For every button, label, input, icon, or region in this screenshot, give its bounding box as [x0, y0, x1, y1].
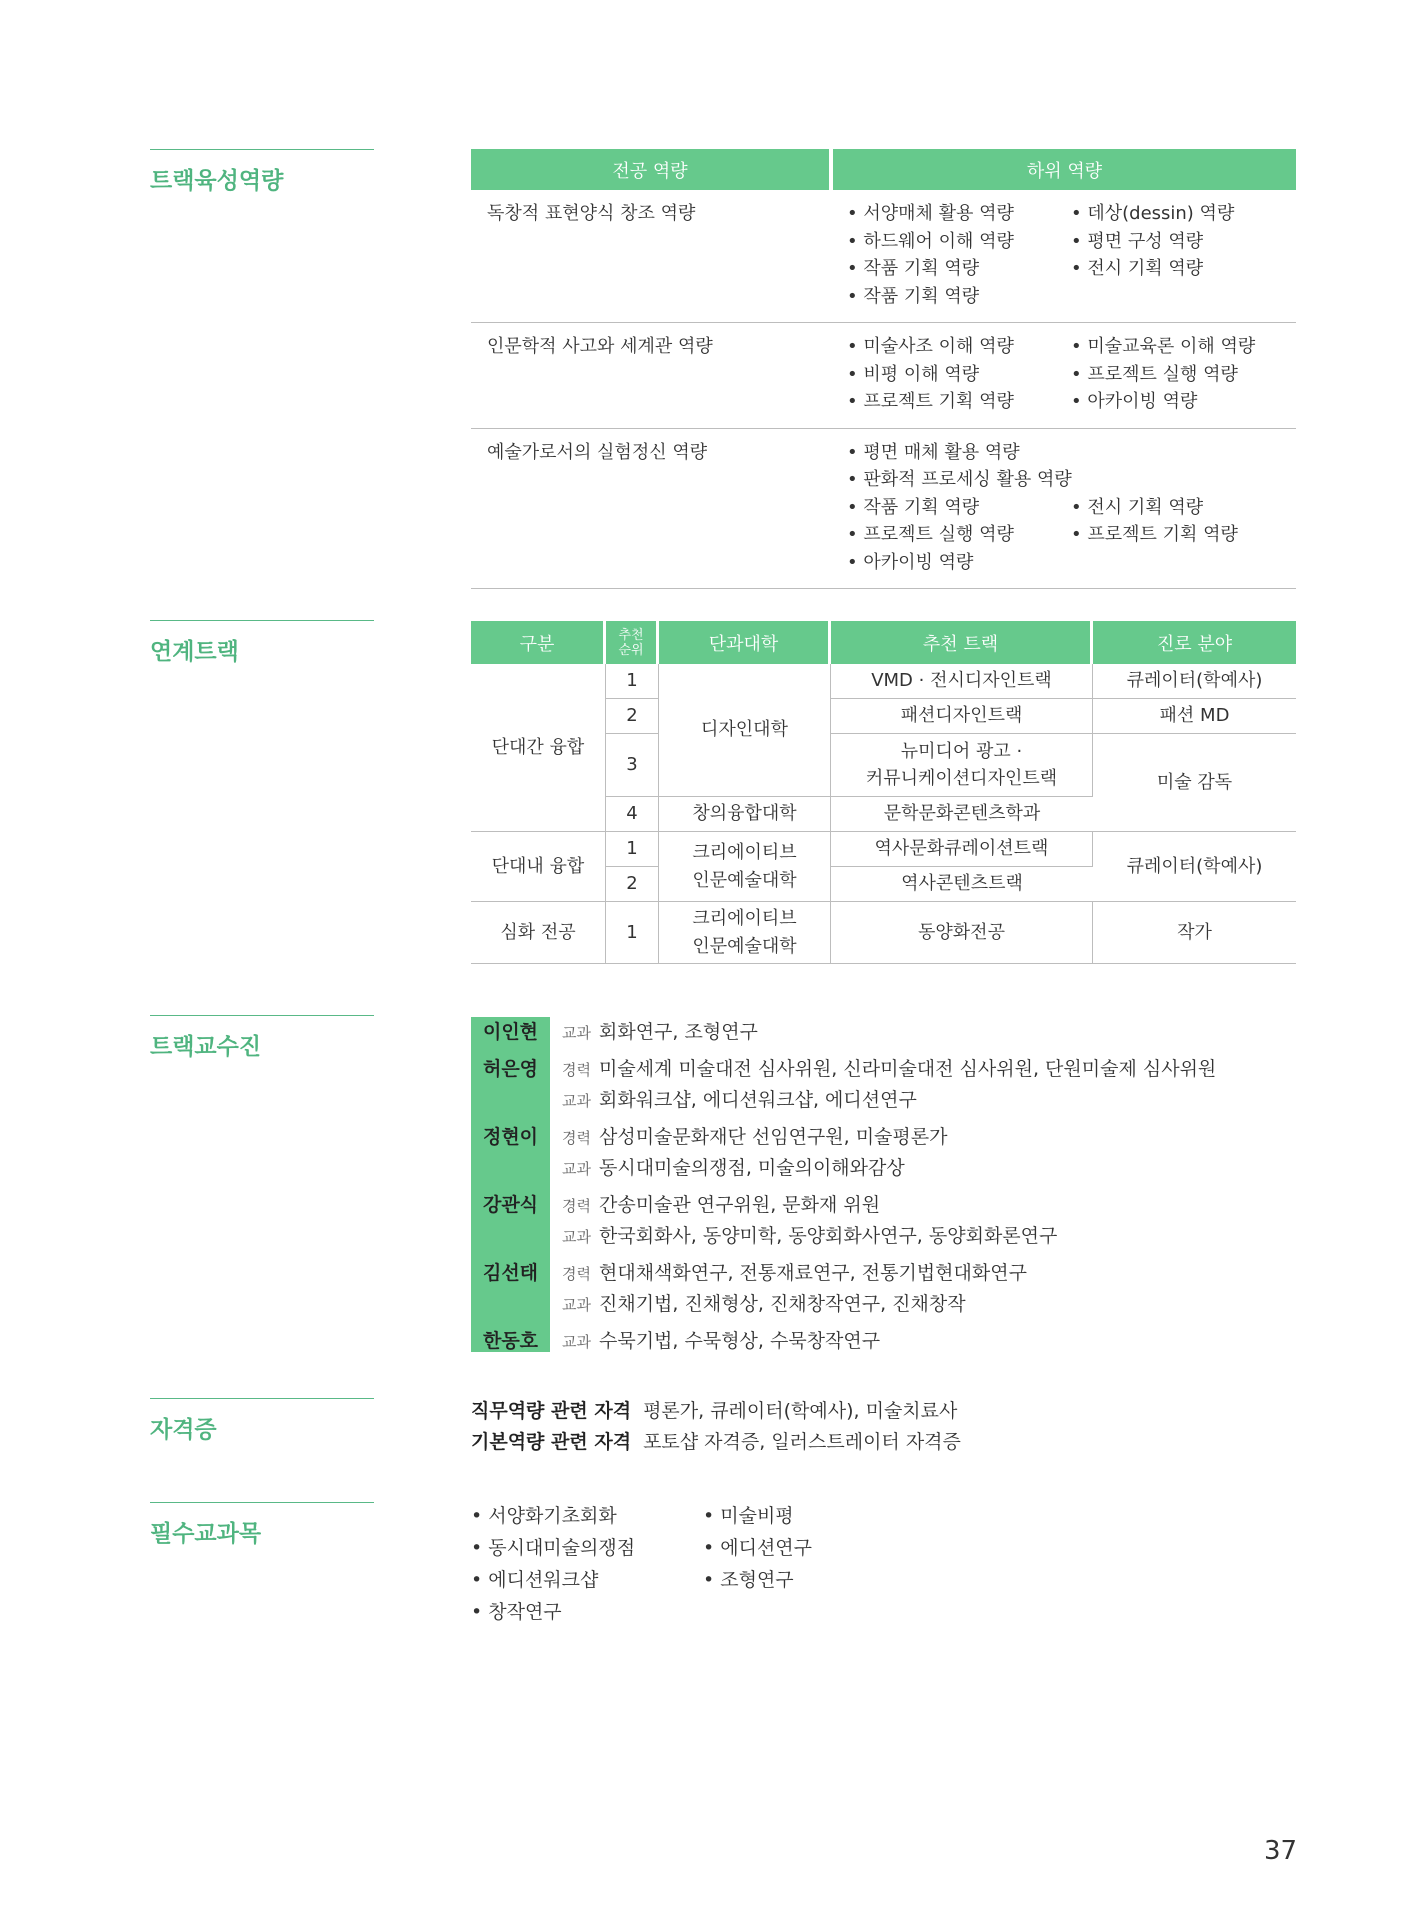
- competency-table: [471, 149, 1296, 589]
- list-item: • 평면 매체 활용 역량: [847, 439, 1282, 467]
- track-cell: 문학문화콘텐츠학과: [831, 797, 1093, 832]
- faculty-member: [471, 1258, 1271, 1320]
- track-cell: 동양화전공: [831, 902, 1093, 964]
- header-career: 진로 분야: [1093, 621, 1296, 664]
- section-title-required-courses: 필수교과목: [150, 1502, 374, 1548]
- rank-cell: 2: [606, 867, 659, 902]
- faculty-member: [471, 1054, 1271, 1116]
- list-item: • 작품 기획 역량: [847, 283, 1071, 311]
- career-tag: 경력: [562, 1197, 591, 1215]
- faculty-courses: 진채기법, 진채형상, 진채창작연구, 진채창작: [598, 1293, 966, 1315]
- table-row: [471, 323, 1296, 429]
- list-item: • 에디션연구: [703, 1532, 935, 1564]
- major-competency: 독창적 표현양식 창조 역량: [471, 190, 833, 323]
- faculty-list: [471, 1017, 1271, 1357]
- sub-competency-list: [833, 323, 1296, 429]
- required-course-list: [471, 1500, 935, 1628]
- faculty-career: 삼성미술문화재단 선임연구원, 미술평론가: [598, 1126, 948, 1148]
- job-certificate-row: [471, 1396, 961, 1427]
- list-item: • 하드웨어 이해 역량: [847, 228, 1071, 256]
- section-title-certificate: 자격증: [150, 1398, 374, 1444]
- list-item: • 프로젝트 실행 역량: [1071, 361, 1282, 389]
- career-cell: 큐레이터(학예사): [1093, 664, 1296, 699]
- faculty-member: [471, 1190, 1271, 1252]
- rank-cell: 1: [606, 664, 659, 699]
- career-tag: 경력: [562, 1061, 591, 1079]
- college-cell: 창의융합대학: [659, 797, 831, 832]
- header-major-competency: 전공 역량: [471, 149, 833, 190]
- college-cell: 디자인대학: [659, 664, 831, 797]
- faculty-courses: 동시대미술의쟁점, 미술의이해와감상: [598, 1157, 905, 1179]
- table-row: [471, 902, 1296, 964]
- sub-competency-list: [833, 190, 1296, 323]
- career-tag: 경력: [562, 1265, 591, 1283]
- list-item: • 평면 구성 역량: [1071, 228, 1282, 256]
- basic-certificate-row: [471, 1427, 961, 1458]
- list-item: • 판화적 프로세싱 활용 역량: [847, 466, 1282, 494]
- section-title-competency: 트랙육성역량: [150, 149, 374, 195]
- track-cell: 역사문화큐레이션트랙: [831, 832, 1093, 867]
- linked-track-table: [471, 621, 1296, 964]
- faculty-name: 이인현: [482, 1021, 539, 1043]
- category-cell: 단대간 융합: [471, 664, 606, 832]
- faculty-career: 현대채색화연구, 전통재료연구, 전통기법현대화연구: [598, 1262, 1027, 1284]
- list-item: • 프로젝트 기획 역량: [1071, 521, 1282, 549]
- list-item: • 창작연구: [471, 1596, 703, 1628]
- faculty-name: 허은영: [482, 1058, 539, 1080]
- category-cell: 단대내 융합: [471, 832, 606, 902]
- course-tag: 교과: [562, 1296, 591, 1314]
- faculty-name: 한동호: [482, 1330, 539, 1352]
- list-item: • 아카이빙 역량: [847, 549, 1071, 577]
- faculty-name: 김선태: [482, 1262, 539, 1284]
- header-track: 추천 트랙: [831, 621, 1093, 664]
- sub-competency-list: [833, 429, 1296, 590]
- list-item: • 비평 이해 역량: [847, 361, 1071, 389]
- list-item: • 프로젝트 실행 역량: [847, 521, 1071, 549]
- rank-cell: 1: [606, 902, 659, 964]
- list-item: • 전시 기획 역량: [1071, 255, 1282, 283]
- faculty-name: 정현이: [482, 1126, 539, 1148]
- list-item: • 미술교육론 이해 역량: [1071, 333, 1282, 361]
- faculty-career: 미술세계 미술대전 심사위원, 신라미술대전 심사위원, 단원미술제 심사위원: [598, 1058, 1217, 1080]
- course-tag: 교과: [562, 1160, 591, 1178]
- career-cell: 패션 MD: [1093, 699, 1296, 734]
- rank-cell: 4: [606, 797, 659, 832]
- faculty-courses: 회화워크샵, 에디션워크샵, 에디션연구: [598, 1089, 917, 1111]
- list-item: • 전시 기획 역량: [1071, 494, 1282, 522]
- course-tag: 교과: [562, 1333, 591, 1351]
- list-item: • 동시대미술의쟁점: [471, 1532, 703, 1564]
- course-tag: 교과: [562, 1092, 591, 1110]
- job-certificate-value: 평론가, 큐레이터(학예사), 미술치료사: [643, 1400, 958, 1422]
- list-item: • 작품 기획 역량: [847, 494, 1071, 522]
- list-item: • 작품 기획 역량: [847, 255, 1071, 283]
- category-cell: 심화 전공: [471, 902, 606, 964]
- career-cell: 큐레이터(학예사): [1093, 832, 1296, 902]
- career-tag: 경력: [562, 1129, 591, 1147]
- list-item: • 미술사조 이해 역량: [847, 333, 1071, 361]
- track-cell: VMD · 전시디자인트랙: [831, 664, 1093, 699]
- faculty-career: 간송미술관 연구위원, 문화재 위원: [598, 1194, 881, 1216]
- career-cell: 미술 감독: [1093, 734, 1296, 832]
- header-college: 단과대학: [659, 621, 831, 664]
- faculty-courses: 한국회화사, 동양미학, 동양회화사연구, 동양회화론연구: [598, 1225, 1058, 1247]
- list-item: • 서양매체 활용 역량: [847, 200, 1071, 228]
- basic-certificate-value: 포토샵 자격증, 일러스트레이터 자격증: [643, 1431, 961, 1453]
- career-cell: 작가: [1093, 902, 1296, 964]
- header-rank: 추천 순위: [606, 621, 659, 664]
- header-sub-competency: 하위 역량: [833, 149, 1296, 190]
- list-item: • 에디션워크샵: [471, 1564, 703, 1596]
- table-row: [471, 664, 1296, 699]
- table-row: [471, 190, 1296, 323]
- list-item: • 조형연구: [703, 1564, 935, 1596]
- track-cell: 뉴미디어 광고 · 커뮤니케이션디자인트랙: [831, 734, 1093, 797]
- faculty-courses: 회화연구, 조형연구: [598, 1021, 758, 1043]
- section-title-faculty: 트랙교수진: [150, 1015, 374, 1061]
- faculty-courses: 수묵기법, 수묵형상, 수묵창작연구: [598, 1330, 881, 1352]
- course-tag: 교과: [562, 1228, 591, 1246]
- rank-cell: 1: [606, 832, 659, 867]
- major-competency: 인문학적 사고와 세계관 역량: [471, 323, 833, 429]
- college-cell: 크리에이티브 인문예술대학: [659, 902, 831, 964]
- track-cell: 패션디자인트랙: [831, 699, 1093, 734]
- major-competency: 예술가로서의 실험정신 역량: [471, 429, 833, 590]
- job-certificate-label: 직무역량 관련 자격: [471, 1400, 632, 1422]
- section-title-linked-track: 연계트랙: [150, 620, 374, 666]
- rank-cell: 3: [606, 734, 659, 797]
- table-row: [471, 429, 1296, 590]
- faculty-name: 강관식: [482, 1194, 539, 1216]
- list-item: • 서양화기초회화: [471, 1500, 703, 1532]
- certificate-list: [471, 1396, 961, 1458]
- college-cell: 크리에이티브 인문예술대학: [659, 832, 831, 902]
- course-tag: 교과: [562, 1024, 591, 1042]
- track-cell: 역사콘텐츠트랙: [831, 867, 1093, 902]
- list-item: • 아카이빙 역량: [1071, 388, 1282, 416]
- rank-cell: 2: [606, 699, 659, 734]
- header-category: 구분: [471, 621, 606, 664]
- table-row: [471, 832, 1296, 867]
- basic-certificate-label: 기본역량 관련 자격: [471, 1431, 632, 1453]
- page-number: 37: [1264, 1836, 1298, 1866]
- list-item: • 프로젝트 기획 역량: [847, 388, 1071, 416]
- faculty-member: [471, 1326, 1271, 1357]
- list-item: • 데상(dessin) 역량: [1071, 200, 1282, 228]
- list-item: • 미술비평: [703, 1500, 935, 1532]
- faculty-member: [471, 1017, 1271, 1048]
- faculty-member: [471, 1122, 1271, 1184]
